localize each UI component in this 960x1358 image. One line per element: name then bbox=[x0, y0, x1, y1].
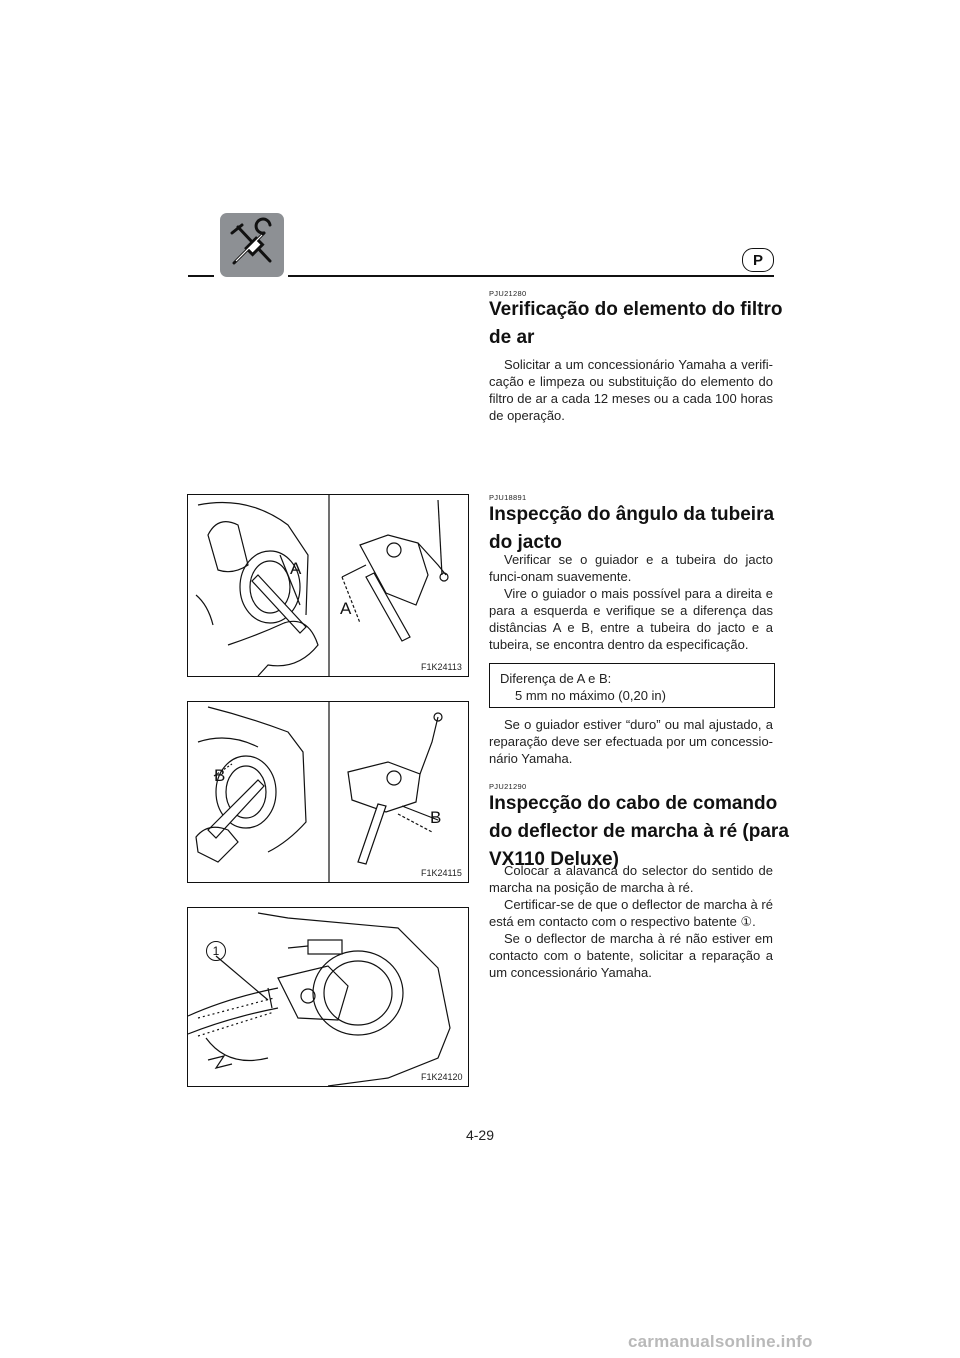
spec-label: Diferença de A e B: bbox=[500, 671, 612, 686]
figure-code: F1K24120 bbox=[421, 1072, 463, 1082]
header-rule-left bbox=[188, 275, 214, 277]
section-body bbox=[489, 551, 773, 653]
heading-line: do jacto bbox=[489, 532, 562, 553]
paragraph: Se o deflector de marcha à ré não estiver em contacto com o batente, solicitar a reparação a um concessionário Yamaha. bbox=[489, 931, 773, 980]
section-heading bbox=[489, 296, 789, 352]
figure-code: F1K24115 bbox=[421, 868, 462, 878]
figure-illustration bbox=[188, 495, 468, 676]
paragraph: Se o guiador estiver “duro” ou mal ajustado, a reparação deve ser efectuada por um concessio-nário Yamaha. bbox=[489, 717, 773, 766]
specification-box bbox=[489, 663, 775, 708]
paragraph: Colocar a alavanca do selector do sentido de marcha na posição de marcha à ré. bbox=[489, 863, 773, 895]
spec-value: 5 mm no máximo (0,20 in) bbox=[515, 688, 666, 703]
dimension-label: B bbox=[214, 766, 226, 785]
paragraph: Vire o guiador o mais possível para a direita e para a esquerda e verifique se a diferença das distâncias A e B, entre a tubeira do jacto e a tubeira, se encontra dentro da especificação. bbox=[489, 586, 773, 652]
figure-illustration bbox=[188, 702, 468, 882]
section-body bbox=[489, 356, 773, 424]
figure-nozzle-angle-b bbox=[187, 701, 469, 883]
heading-line: VX110 Deluxe) bbox=[489, 849, 619, 870]
paragraph: Solicitar a um concessionário Yamaha a verifi-cação e limpeza ou substituição do elemento do filtro de ar a cada 12 meses ou a cada 100 horas de operação. bbox=[489, 357, 773, 423]
figure-reverse-deflector bbox=[187, 907, 469, 1087]
paragraph: Verificar se o guiador e a tubeira do jacto funci-onam suavemente. bbox=[489, 552, 773, 584]
header-rule-right bbox=[288, 275, 774, 277]
section-body bbox=[489, 716, 773, 767]
section-heading bbox=[489, 501, 789, 557]
watermark: carmanualsonline.info bbox=[628, 1332, 813, 1351]
section-code: PJU21290 bbox=[489, 782, 527, 791]
heading-line: Verificação do elemento do filtro bbox=[489, 299, 783, 320]
figure-code: F1K24113 bbox=[421, 662, 462, 672]
section-code: PJU18891 bbox=[489, 493, 527, 502]
dimension-label: A bbox=[290, 559, 302, 578]
heading-line: Inspecção do ângulo da tubeira bbox=[489, 504, 775, 525]
wrench-screwdriver-icon bbox=[220, 213, 284, 277]
paragraph: Certificar-se de que o deflector de marcha à ré está em contacto com o respectivo batente ①. bbox=[489, 897, 773, 929]
dimension-label: B bbox=[430, 808, 442, 827]
heading-line: de ar bbox=[489, 327, 535, 348]
callout-number: 1 bbox=[206, 941, 226, 961]
figure-illustration bbox=[188, 908, 468, 1086]
heading-line: do deflector de marcha à ré (para bbox=[489, 821, 789, 842]
dimension-label: A bbox=[340, 599, 352, 618]
figure-nozzle-angle-a bbox=[187, 494, 469, 677]
language-badge: P bbox=[742, 248, 774, 272]
section-body bbox=[489, 862, 773, 981]
section-code: PJU21280 bbox=[489, 289, 527, 298]
heading-line: Inspecção do cabo de comando bbox=[489, 793, 778, 814]
page-number: 4-29 bbox=[465, 1127, 495, 1143]
